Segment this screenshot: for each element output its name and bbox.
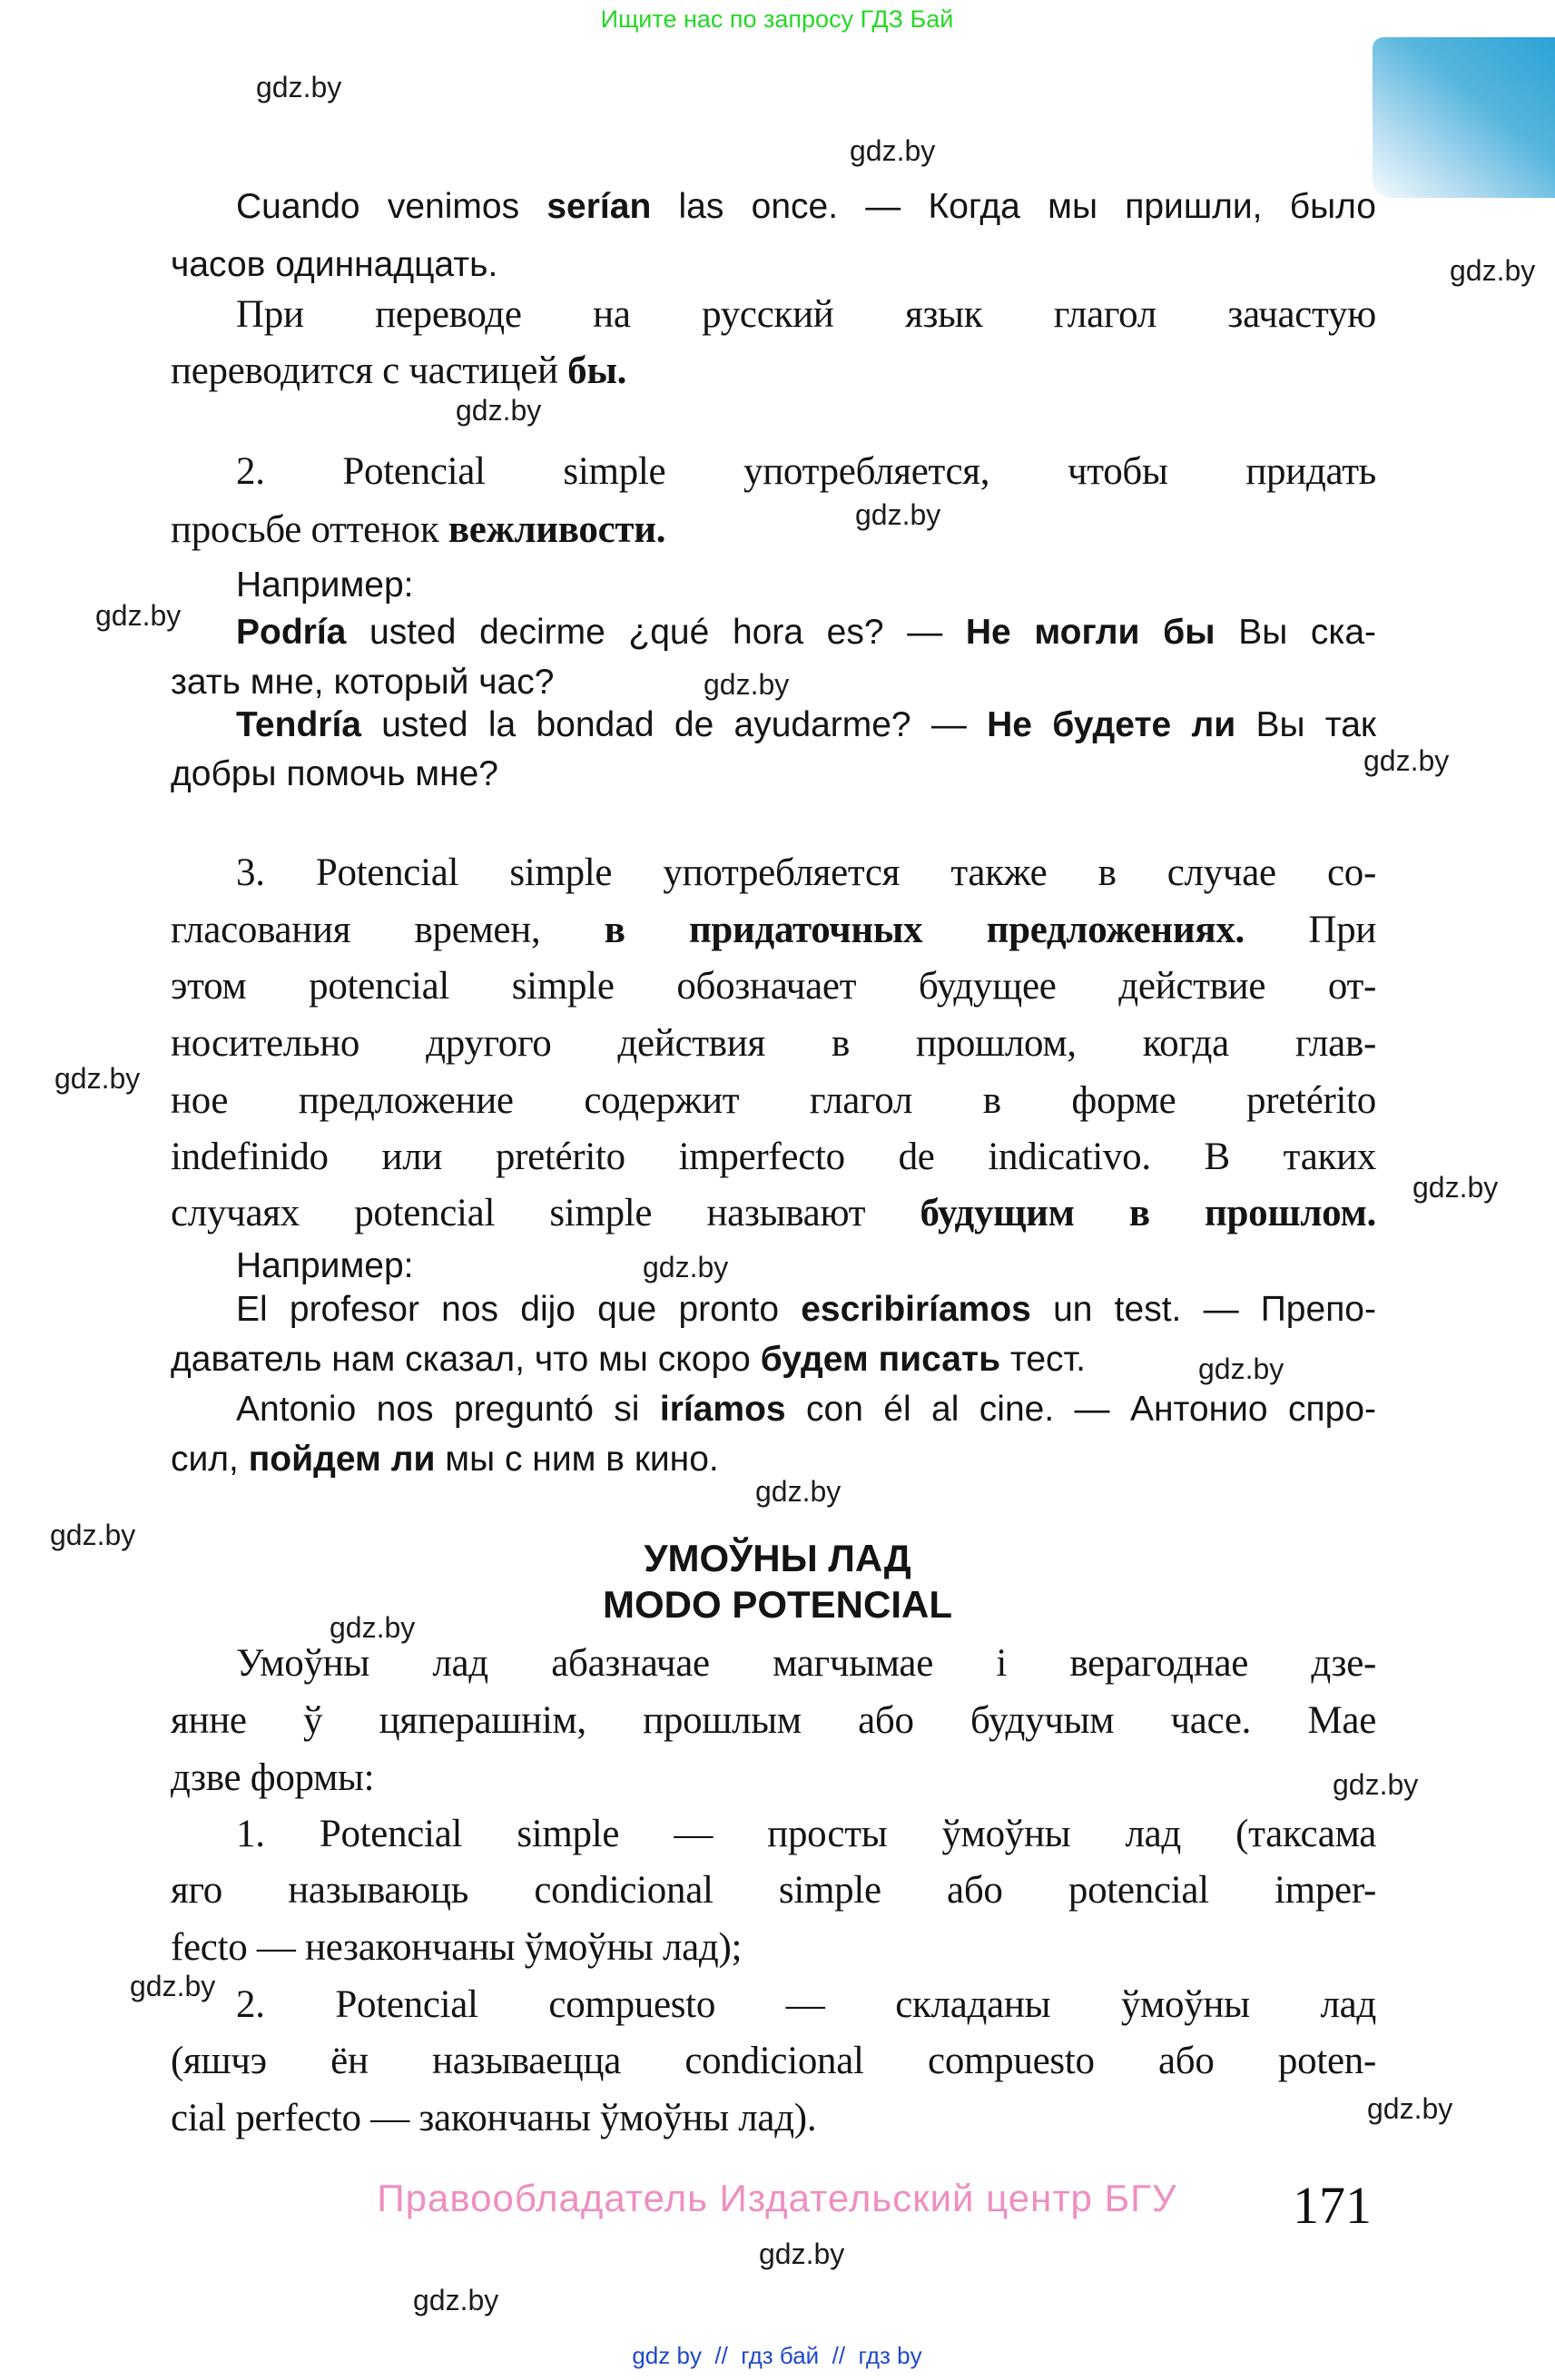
bold-text-segment: будущим в прошлом. (920, 1192, 1376, 1234)
gdz-watermark: gdz.by (54, 1062, 141, 1095)
blue-gradient-decoration (1373, 37, 1555, 198)
text-line (171, 908, 1376, 954)
text-segment: яго называюць condicional simple або potencial imper- (171, 1869, 1376, 1912)
text-line (236, 565, 413, 606)
bold-text-segment: Не могли бы (965, 613, 1215, 652)
bold-text-segment: будем писать (760, 1340, 1001, 1379)
text-line (171, 1021, 1376, 1067)
gdz-watermark: gdz.by (855, 498, 941, 531)
text-segment: просьбе оттенок (171, 508, 448, 551)
text-segment: usted la bondad de ayudarme? — (360, 705, 988, 744)
text-line (236, 1245, 413, 1287)
bold-text-segment: вежливости. (448, 508, 666, 551)
text-segment: con él al cine. — Антонио спро- (785, 1390, 1377, 1429)
text-segment: fecto — незакончаны ўмоўны лад); (171, 1926, 743, 1969)
text-segment: Antonio nos preguntó si (236, 1390, 660, 1429)
text-segment: мы с ним в кино. (435, 1440, 719, 1479)
text-line (236, 612, 1376, 654)
text-line (171, 1755, 374, 1802)
text-segment: переводится с частицей (171, 349, 568, 392)
text-segment: 1. Potencial simple — просты ўмоўны лад (таксама (236, 1813, 1376, 1855)
section-heading (0, 1582, 1555, 1628)
gdz-watermark: gdz.by (1333, 1768, 1419, 1801)
gdz-watermark: gdz.by (413, 2284, 499, 2316)
text-line (171, 244, 497, 286)
text-segment: Вы ска- (1215, 613, 1377, 652)
text-segment: дзве формы: (171, 1756, 375, 1799)
text-segment: добры помочь мне? (171, 754, 498, 793)
gdz-watermark: gdz.by (330, 1611, 416, 1644)
page-number: 171 (1293, 2176, 1372, 2235)
promo-header: Ищите нас по запросу ГДЗ Бай (600, 5, 954, 33)
text-line (236, 1289, 1376, 1331)
text-segment: Умоўны лад абазначае магчымае і верагоднае дзе- (236, 1642, 1376, 1685)
bold-text-segment: бы. (567, 349, 627, 392)
gdz-watermark: gdz.by (95, 599, 182, 632)
text-line (236, 704, 1376, 746)
text-segment: las once. — Когда мы пришли, было (651, 187, 1376, 226)
bold-text-segment: Tendría (236, 705, 361, 744)
text-segment: cial perfecto — закончаны ўмоўны лад). (171, 2097, 817, 2139)
gdz-watermark: gdz.by (1367, 2092, 1453, 2125)
text-line (236, 292, 1376, 339)
text-line (171, 1135, 1376, 1181)
text-line (171, 1191, 1376, 1237)
bold-text-segment: escribiríamos (801, 1290, 1031, 1329)
text-line (171, 2039, 1376, 2085)
text-line (171, 1868, 1376, 1914)
text-line (171, 1078, 1376, 1125)
text-line (171, 753, 498, 795)
text-segment: un test. — Препо- (1030, 1290, 1376, 1329)
gdz-watermark: gdz.by (755, 1475, 841, 1508)
text-segment: При (1245, 909, 1376, 951)
bold-text-segment: MODO POTENCIAL (603, 1583, 952, 1626)
bold-text-segment: Не будете ли (987, 705, 1236, 744)
gdz-watermark: gdz.by (759, 2237, 845, 2270)
text-segment: 2. Potencial compuesto — складаны ўмоўны лад (236, 1983, 1376, 2026)
text-segment: Например: (236, 1246, 414, 1285)
gdz-watermark: gdz.by (643, 1251, 729, 1283)
text-segment: (яшчэ ён называецца condicional compuesto або poten- (171, 2040, 1376, 2082)
text-segment: Cuando venimos (236, 187, 547, 226)
text-line (236, 186, 1376, 228)
text-segment: зать мне, который час? (171, 663, 555, 702)
gdz-watermark: gdz.by (1450, 254, 1536, 287)
bold-text-segment: УМОЎНЫ ЛАД (644, 1537, 911, 1579)
text-segment: даватель нам сказал, что мы скоро (171, 1340, 761, 1379)
text-segment: янне ў цяперашнім, прошлым або будучым часе. Мае (171, 1699, 1376, 1742)
text-segment: Вы так (1235, 705, 1376, 744)
text-line (236, 1812, 1376, 1858)
text-line (171, 2096, 816, 2142)
text-segment: Например: (236, 565, 414, 605)
gdz-watermark: gdz.by (1363, 744, 1450, 777)
text-segment: 2. Potencial simple употребляется, чтобы придать (236, 450, 1376, 493)
text-segment: сил, (171, 1440, 249, 1479)
text-line (171, 507, 665, 554)
text-line (171, 349, 626, 395)
text-line (236, 1389, 1376, 1431)
gdz-watermark: gdz.by (704, 668, 790, 701)
footer-site-links[interactable]: gdz by // гдз бай // гдз by (632, 2342, 922, 2369)
gdz-watermark: gdz.by (50, 1519, 136, 1551)
text-line (171, 964, 1376, 1010)
text-segment: ное предложение содержит глагол в форме pretérito (171, 1079, 1376, 1122)
text-line (171, 1925, 742, 1972)
gdz-watermark: gdz.by (1412, 1171, 1499, 1204)
text-segment: При переводе на русский язык глагол зачастую (236, 293, 1376, 336)
text-line (236, 851, 1376, 897)
section-heading (0, 1536, 1555, 1581)
text-segment: гласования времен, (171, 909, 605, 951)
text-segment: El profesor nos dijo que pronto (236, 1290, 802, 1329)
text-line (236, 1641, 1376, 1687)
text-segment: носительно другого действия в прошлом, когда глав- (171, 1022, 1376, 1065)
text-segment: этом potencial simple обозначает будущее действие от- (171, 965, 1376, 1008)
gdz-watermark: gdz.by (1198, 1352, 1284, 1385)
bold-text-segment: iríamos (659, 1390, 786, 1429)
bold-text-segment: в придаточных предложениях. (604, 909, 1245, 951)
gdz-watermark: gdz.by (130, 1970, 216, 2002)
text-segment: 3. Potencial simple употребляется также в случае со- (236, 851, 1376, 894)
text-segment: часов одиннадцать. (171, 245, 498, 284)
text-line (236, 1982, 1376, 2029)
gdz-watermark: gdz.by (456, 394, 542, 427)
text-segment: indefinido или pretérito imperfecto de indicativo. В таких (171, 1136, 1376, 1178)
bold-text-segment: Podría (236, 613, 347, 652)
text-line (171, 1698, 1376, 1745)
gdz-watermark: gdz.by (850, 134, 936, 167)
text-line (171, 662, 554, 703)
text-segment: тест. (1000, 1340, 1086, 1379)
bold-text-segment: пойдем ли (248, 1440, 436, 1479)
copyright-notice: Правообладатель Издательский центр БГУ (377, 2177, 1177, 2219)
text-line (171, 1339, 1086, 1381)
text-line (171, 1439, 719, 1480)
bold-text-segment: serían (546, 187, 652, 226)
text-segment: usted decirme ¿qué hora es? — (346, 613, 966, 652)
text-segment: случаях potencial simple называют (171, 1192, 920, 1234)
text-line (236, 449, 1376, 496)
gdz-watermark: gdz.by (256, 71, 342, 103)
